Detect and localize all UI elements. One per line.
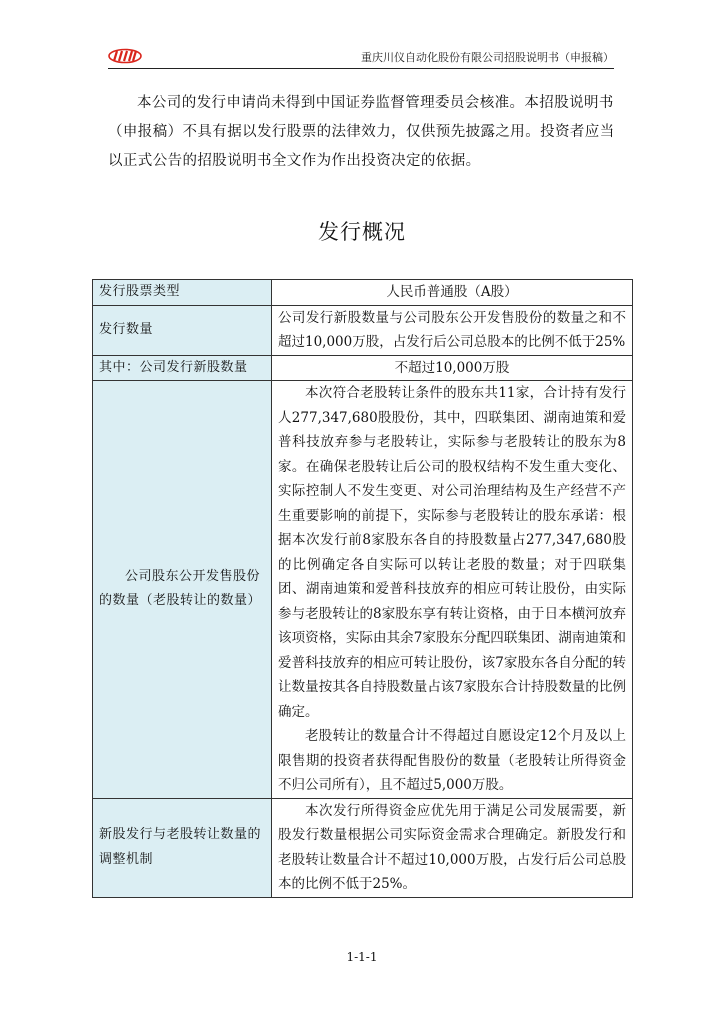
row-value-paragraph: 本次符合老股转让条件的股东共11家，合计持有发行人277,347,680股股份，其中，四联集团、湖南迪策和爱普科技放弃参与老股转让，实际参与老股转让的股东为8家。在确保老股转让后公司的股权结构不发生重大变化、实际控制人不发生变更、对公司治理结构及生产经营不产生重要影响的前提下，实际参与老股转让的股东承诺：根据本次发行前8家股东各自的持股数量占277,347,680股的比例确定各自实际可以转让老股的数量；对于四联集团、湖南迪策和爱普科技放弃的相应可转让股份，由实际参与老股转让的8家股东享有转让资格，由于日本横河放弃该项资格，实际由其余7家股东分配四联集团、湖南迪策和爱普科技放弃的相应可转让股份，该7家股东各自分配的转让数量按其各自持股数量占该7家股东合计持股数量的比例确定。 bbox=[278, 385, 626, 720]
row-label: 发行数量 bbox=[93, 305, 272, 355]
page-header bbox=[108, 46, 614, 69]
row-label: 新股发行与老股转让数量的调整机制 bbox=[93, 798, 272, 897]
row-label: 其中：公司发行新股数量 bbox=[93, 355, 272, 381]
row-value-paragraph: 老股转让的数量合计不得超过自愿设定12个月及以上限售期的投资者获得配售股份的数量（老股转让所得资金不归公司所有），且不超过5,000万股。 bbox=[278, 728, 626, 793]
disclaimer-notice: 本公司的发行申请尚未得到中国证券监督管理委员会核准。本招股说明书（申报稿）不具有据以发行股票的法律效力，仅供预先披露之用。投资者应当以正式公告的招股说明书全文作为作出投资决定的依据。 bbox=[108, 95, 615, 169]
row-label: 公司股东公开发售股份的数量（老股转让的数量） bbox=[93, 381, 272, 799]
issuance-overview-table bbox=[92, 279, 633, 898]
chuanyi-logo-icon bbox=[108, 48, 142, 64]
row-label: 发行股票类型 bbox=[93, 280, 272, 306]
row-value: 公司发行新股数量与公司股东公开发售股份的数量之和不超过10,000万股，占发行后公司总股本的比例不低于25% bbox=[272, 305, 633, 355]
section-title: 发行概况 bbox=[318, 220, 406, 244]
table-row bbox=[93, 280, 633, 306]
row-value bbox=[272, 381, 633, 799]
row-value: 本次发行所得资金应优先用于满足公司发展需要，新股发行数量根据公司实际资金需求合理确定。新股发行和老股转让数量合计不超过10,000万股，占发行后公司总股本的比例不低于25%。 bbox=[272, 798, 633, 897]
table-row bbox=[93, 798, 633, 897]
table-row bbox=[93, 305, 633, 355]
header-title: 重庆川仪自动化股份有限公司招股说明书（申报稿） bbox=[361, 51, 614, 64]
row-value: 不超过10,000万股 bbox=[272, 355, 633, 381]
table-row bbox=[93, 381, 633, 799]
table-row bbox=[93, 355, 633, 381]
page-number: 1-1-1 bbox=[346, 950, 378, 964]
row-value: 人民币普通股（A股） bbox=[272, 280, 633, 306]
